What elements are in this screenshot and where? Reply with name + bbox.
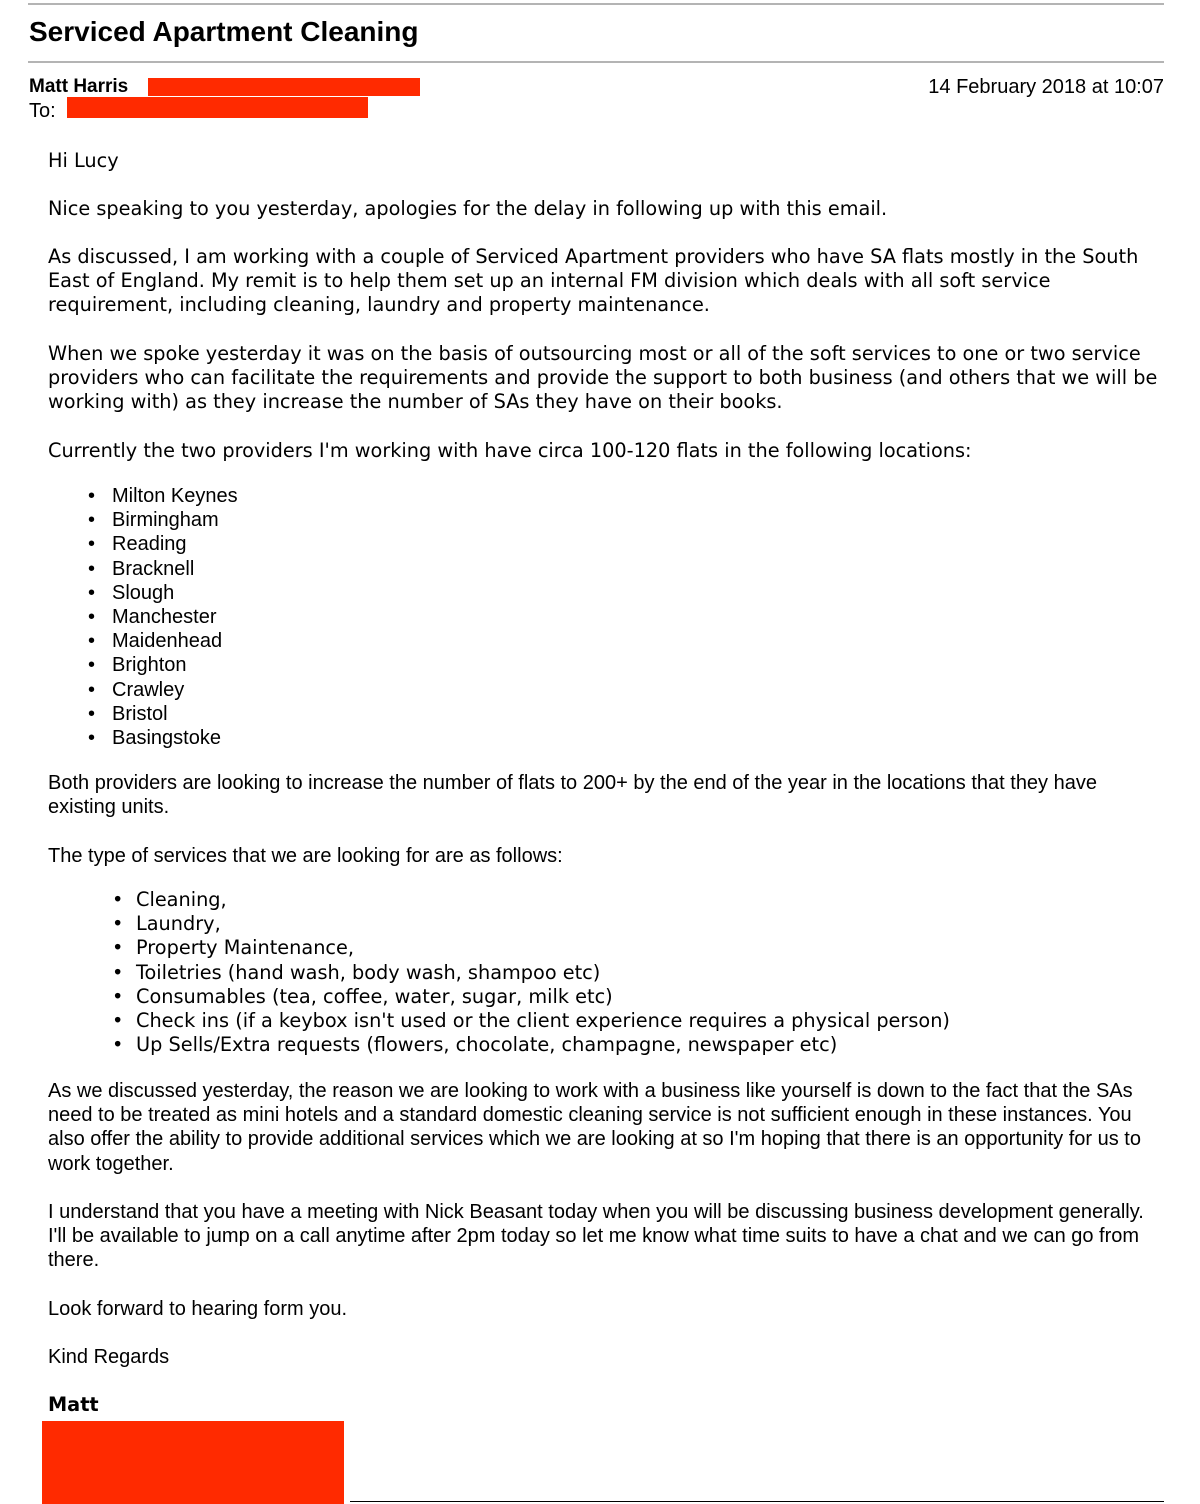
paragraph-meeting: I understand that you have a meeting with Nick Beasant today when you will be discussing business development generally. I'll be available to jump on a call anytime after 2pm today so let me know what time suits to have a chat and we can go from there. (48, 1201, 1144, 1272)
list-item: • Brighton (112, 653, 238, 677)
list-item: • Cleaning, (136, 888, 950, 912)
signature-name: Matt (48, 1393, 99, 1416)
list-item: • Bracknell (112, 557, 238, 581)
services-list (136, 888, 950, 1057)
paragraph-look-forward: Look forward to hearing form you. (48, 1298, 348, 1320)
paragraph-outsourcing: When we spoke yesterday it was on the basis of outsourcing most or all of the soft services to one or two service providers who can facilitate the requirements and provide the support to both business (and others that we will be working with) as they increase the number of SAs they have on their books. (48, 342, 1158, 414)
list-item: • Reading (112, 532, 238, 556)
list-item: • Crawley (112, 678, 238, 702)
redacted-signature-block (42, 1421, 344, 1504)
locations-list (112, 484, 238, 750)
closing: Kind Regards (48, 1346, 170, 1368)
paragraph-growth: Both providers are looking to increase the number of flats to 200+ by the end of the year in the locations that they have existing units. (48, 772, 1097, 819)
list-item: • Manchester (112, 605, 238, 629)
list-item: • Check ins (if a keybox isn't used or the client experience requires a physical person) (136, 1009, 950, 1033)
paragraph-apology: Nice speaking to you yesterday, apologies for the delay in following up with this email. (48, 197, 888, 220)
list-item: • Laundry, (136, 912, 950, 936)
redacted-recipient (67, 97, 368, 118)
list-item: • Birmingham (112, 508, 238, 532)
list-item: • Up Sells/Extra requests (flowers, chocolate, champagne, newspaper etc) (136, 1033, 950, 1057)
list-item: • Maidenhead (112, 629, 238, 653)
list-item: • Toiletries (hand wash, body wash, shampoo etc) (136, 961, 950, 985)
paragraph-locations-intro: Currently the two providers I'm working with have circa 100-120 flats in the following locations: (48, 439, 972, 462)
list-item: • Consumables (tea, coffee, water, sugar, milk etc) (136, 985, 950, 1009)
footer-divider (350, 1501, 1164, 1502)
to-label: To: (29, 100, 56, 122)
redacted-sender-email (148, 78, 420, 96)
paragraph-reason: As we discussed yesterday, the reason we are looking to work with a business like yourself is down to the fact that the SAs need to be treated as mini hotels and a standard domestic cleaning service is not sufficient enough in these instances. You also offer the ability to provide additional services which we are looking at so I'm hoping that there is an opportunity for us to work together. (48, 1080, 1141, 1175)
email-subject: Serviced Apartment Cleaning (29, 16, 419, 47)
list-item: • Basingstoke (112, 726, 238, 750)
list-item: • Milton Keynes (112, 484, 238, 508)
list-item: • Bristol (112, 702, 238, 726)
email-date: 14 February 2018 at 10:07 (928, 76, 1164, 98)
paragraph-services-intro: The type of services that we are looking for are as follows: (48, 845, 563, 867)
top-divider (28, 3, 1164, 5)
greeting: Hi Lucy (48, 149, 119, 172)
paragraph-introduction: As discussed, I am working with a couple of Serviced Apartment providers who have SA flats mostly in the South East of England. My remit is to help them set up an internal FM division which deals with all soft service requirement, including cleaning, laundry and property maintenance. (48, 245, 1139, 317)
sender-name[interactable]: Matt Harris (29, 76, 129, 97)
list-item: • Slough (112, 581, 238, 605)
header-divider (28, 61, 1164, 63)
list-item: • Property Maintenance, (136, 936, 950, 960)
